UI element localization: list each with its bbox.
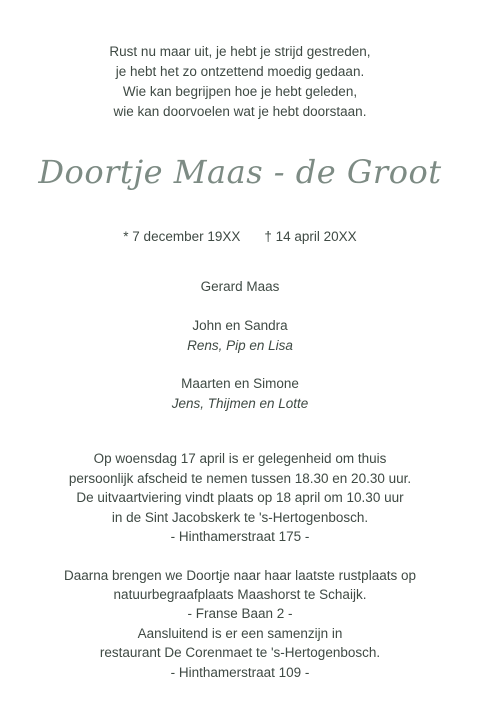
poem-line-1: Rust nu maar uit, je hebt je strijd gestreden, [109, 44, 371, 59]
birth-date: * 7 december 19XX [123, 229, 241, 244]
spouse-name: Gerard Maas [200, 279, 280, 294]
burial-line-2: natuurbegraafplaats Maashorst te Schaijk. [113, 587, 367, 602]
farewell-line-4: in de Sint Jacobskerk te 's-Hertogenbosch. [111, 510, 369, 525]
family-group-2-children: Jens, Thijmen en Lotte [171, 396, 309, 411]
farewell-address: - Hinthamerstraat 175 - [170, 529, 310, 544]
family-group-2-parents: Maarten en Simone [181, 376, 299, 391]
farewell-line-1: Op woensdag 17 april is er gelegenheid om thuis [93, 451, 387, 466]
burial-line-4: restaurant De Corenmaet te 's-Hertogenbosch. [99, 645, 381, 660]
burial-line-3: Aansluitend is er een samenzijn in [137, 626, 343, 641]
poem-line-4: wie kan doorvoelen wat je hebt doorstaan. [113, 104, 367, 119]
burial-address: - Franse Baan 2 - [187, 606, 293, 621]
poem-line-2: je hebt het zo ontzettend moedig gedaan. [115, 64, 365, 79]
dates-row [0, 227, 480, 246]
burial-line-1: Daarna brengen we Doortje naar haar laatste rustplaats op [64, 568, 416, 583]
deceased-name: Doortje Maas - de Groot [38, 153, 442, 191]
farewell-line-2: persoonlijk afscheid te nemen tussen 18.30 en 20.30 uur. [68, 471, 412, 486]
family-group-1-parents: John en Sandra [192, 318, 288, 333]
death-date: † 14 april 20XX [264, 229, 357, 244]
poem-line-3: Wie kan begrijpen hoe je hebt geleden, [122, 84, 358, 99]
family-group-1-children: Rens, Pip en Lisa [187, 338, 293, 353]
farewell-line-3: De uitvaartviering vindt plaats op 18 april om 10.30 uur [76, 490, 404, 505]
gathering-address: - Hinthamerstraat 109 - [170, 665, 310, 680]
